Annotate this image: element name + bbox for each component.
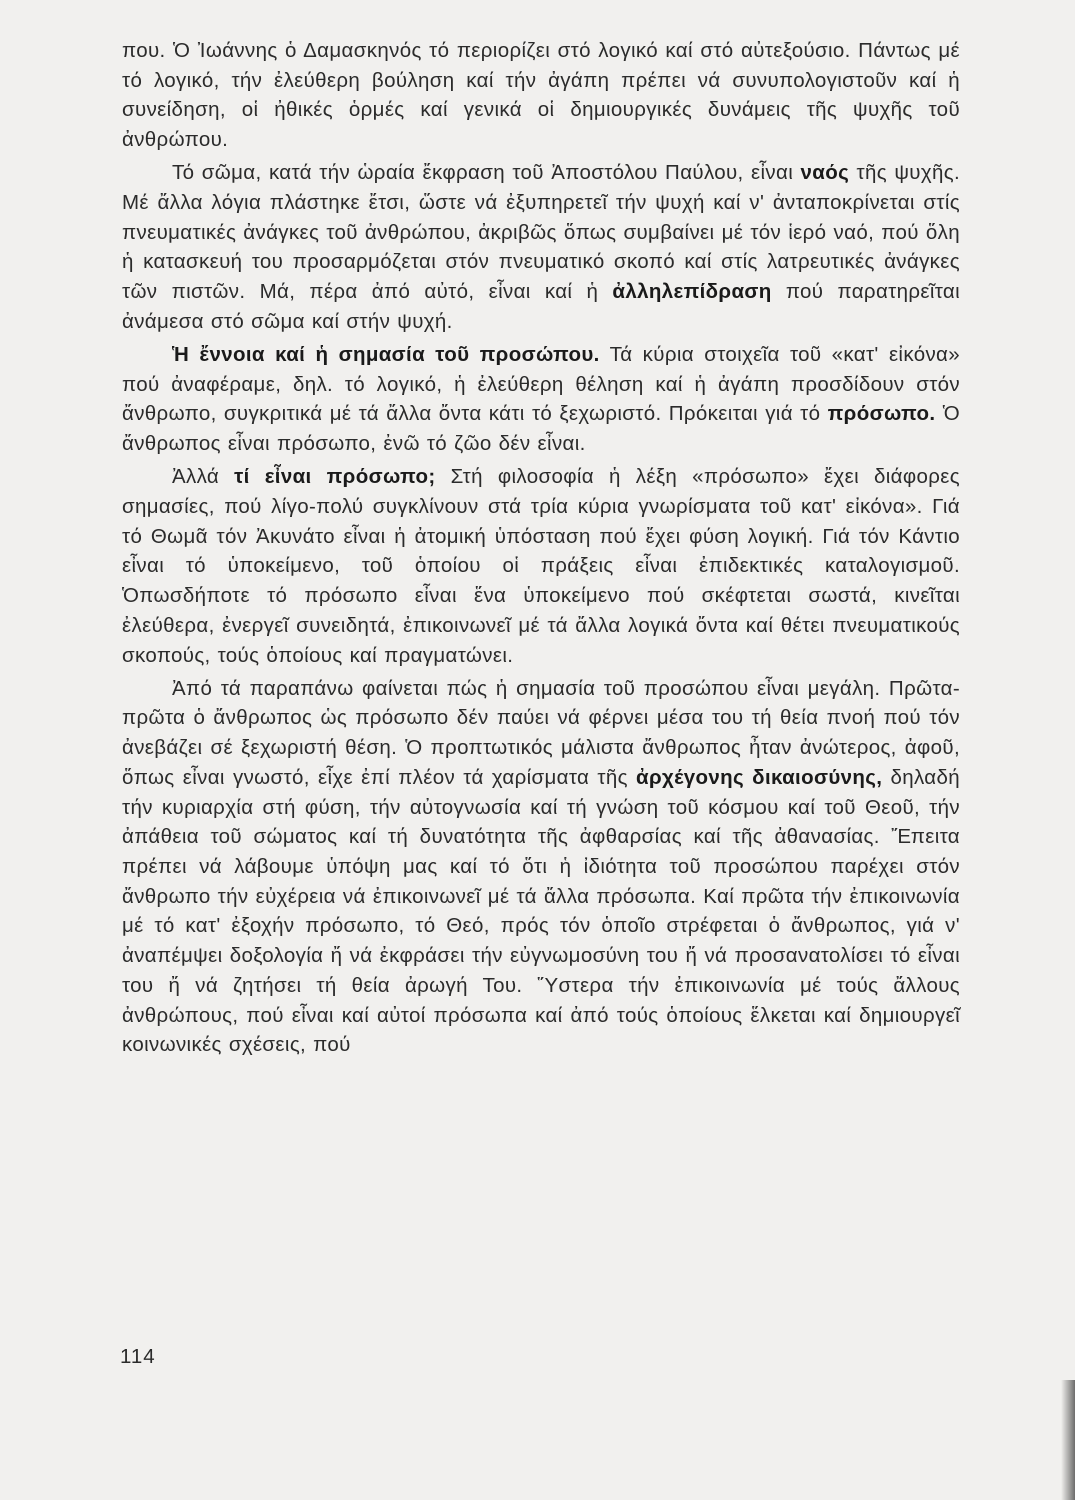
body-text — [122, 36, 960, 1063]
paragraph-4 — [122, 462, 960, 670]
text-segment: Τά κύρια στοιχεῖα τοῦ «κατ' εἰκόνα» πού ἀναφέραμε, δηλ. τό λογικό, ἡ ἐλεύθερη θέληση καί ἡ ἀγάπη προσδίδουν στόν ἄνθρωπο, συγκριτικά μέ τά ἄλλα ὄντα κάτι τό ξεχωριστό. Πρόκειται γιά τό — [122, 343, 960, 426]
paragraph-3 — [122, 340, 960, 459]
text-segment: δηλαδή τήν κυριαρχία στή φύση, τήν αὐτογνωσία καί τή γνώση τοῦ κόσμου καί τοῦ Θεοῦ, τήν ἀπάθεια τοῦ σώματος καί τή δυνατότητα τῆς ἀφθαρσίας καί τῆς ἀθανασίας. Ἔπειτα πρέπει νά λάβουμε ὑπόψη μας καί τό ὅτι ἡ ἰδιότητα τοῦ προσώπου παρέχει στόν ἄνθρωπο τήν εὐχέρεια νά ἐπικοινωνεῖ μέ τά ἄλλα πρόσωπα. Καί πρῶτα τήν ἐπικοινωνία μέ τό κατ' ἐξοχήν πρόσωπο, τό Θεό, πρός τόν ὁποῖο στρέφεται ὁ ἄνθρωπος, γιά ν' ἀναπέμψει δοξολογία ἤ νά ἐκφράσει τήν εὐγνωμοσύνη του ἤ νά προσανατολίσει τό εἶναι του ἤ νά ζητήσει τή θεία ἀρωγή Του. Ὕστερα τήν ἐπικοινωνία μέ τούς ἄλλους ἀνθρώπους, πού εἶναι καί αὐτοί πρόσωπα καί ἀπό τούς ὁποίους ἕλκεται καί δημιουργεῖ κοινωνικές σχέσεις, πού — [122, 765, 961, 1057]
bold-question: τί εἶναι πρόσωπο; — [234, 465, 436, 489]
text-segment: Ἀπό τά παραπάνω φαίνεται πώς ἡ σημασία τοῦ προσώπου εἶναι μεγάλη. Πρῶτα-πρῶτα ὁ ἄνθρωπος ὡς πρόσωπο δέν παύει νά φέρνει μέσα του τή θεία πνοή πού τόν ἀνεβάζει σέ ξεχωριστή θέση. Ὁ προπτωτικός μάλιστα ἄνθρωπος ἦταν ἀνώτερος, ἀφοῦ, ὅπως εἶναι γνωστό, εἶχε ἐπί πλέον τά χαρίσματα τῆς — [122, 676, 960, 789]
paragraph-5 — [122, 674, 960, 1060]
bold-term-allilepidrasi: ἀλληλεπίδραση — [612, 280, 772, 304]
text-segment: Ὁ ἄνθρωπος εἶναι πρόσωπο, ἐνῶ τό ζῶο δέν εἶναι. — [122, 402, 960, 456]
paragraph-2 — [122, 158, 960, 336]
paragraph-1 — [122, 36, 960, 155]
text-segment: που. Ὁ Ἰωάννης ὁ Δαμασκηνός τό περιορίζει στό λογικό καί στό αὐτεξούσιο. Πάντως μέ τό λογικό, τήν ἐλεύθερη βούληση καί τήν ἀγάπη πρέπει νά συνυπολογιστοῦν καί ἡ συνείδηση, οἱ ἠθικές ὁρμές καί γενικά οἱ δημιουργικές δυνάμεις τῆς ψυχῆς τοῦ ἀνθρώπου. — [122, 39, 960, 152]
page-number: 114 — [120, 1345, 156, 1368]
text-segment: Τό σῶμα, κατά τήν ὡραία ἔκφραση τοῦ Ἀποστόλου Παύλου, εἶναι — [172, 161, 801, 185]
bold-term-archegoni: ἀρχέγονης δικαιοσύνης, — [636, 765, 883, 789]
text-segment: πού παρατηρεῖται ἀνάμεσα στό σῶμα καί στήν ψυχή. — [122, 280, 961, 333]
text-segment: Στή φιλοσοφία ἡ λέξη «πρόσωπο» ἔχει διάφορες σημασίες, πού λίγο-πολύ συγκλίνουν στά τρία κύρια γνωρίσματα τοῦ κατ' εἰκόνα». Γιά τό Θωμᾶ τόν Ἀκυνάτο εἶναι ἡ ἀτομική ὑπόσταση πού ἔχει φύση λογική. Γιά τόν Κάντιο εἶναι τό ὑποκείμενο, τοῦ ὁποίου οἱ πράξεις εἶναι ἐπιδεκτικές καταλογισμοῦ. Ὁπωσδήποτε τό πρόσωπο εἶναι ἕνα ὑποκείμενο πού σκέφτεται σωστά, κινεῖται ἐλεύθερα, ἐνεργεῖ συνειδητά, ἐπικοινωνεῖ μέ τά ἄλλα λογικά ὄντα καί θέτει πνευματικούς σκοπούς, τούς ὁποίους καί πραγματώνει. — [122, 465, 960, 667]
text-segment: τῆς ψυχῆς. Μέ ἄλλα λόγια πλάστηκε ἔτσι, ὥστε νά ἐξυπηρετεῖ τήν ψυχή καί ν' ἀνταποκρίνεται στίς πνευματικές ἀνάγκες τοῦ ἀνθρώπου, ἀκριβῶς ὅπως συμβαίνει μέ τόν ἱερό ναό, πού ὅλη ἡ κατασκευή του προσαρμόζεται στόν πνευματικό σκοπό καί στίς λατρευτικές ἀνάγκες τῶν πιστῶν. Μά, πέρα ἀπό αὐτό, εἶναι καί ἡ — [122, 161, 961, 304]
page-edge-shadow — [1061, 1380, 1075, 1500]
bold-term-prosopo: πρόσωπο. — [827, 402, 936, 426]
bold-term-naos: ναός — [800, 161, 850, 185]
text-segment: Ἀλλά — [172, 465, 235, 489]
section-heading-prosopo: Ἡ ἔννοια καί ἡ σημασία τοῦ προσώπου. — [172, 343, 600, 367]
